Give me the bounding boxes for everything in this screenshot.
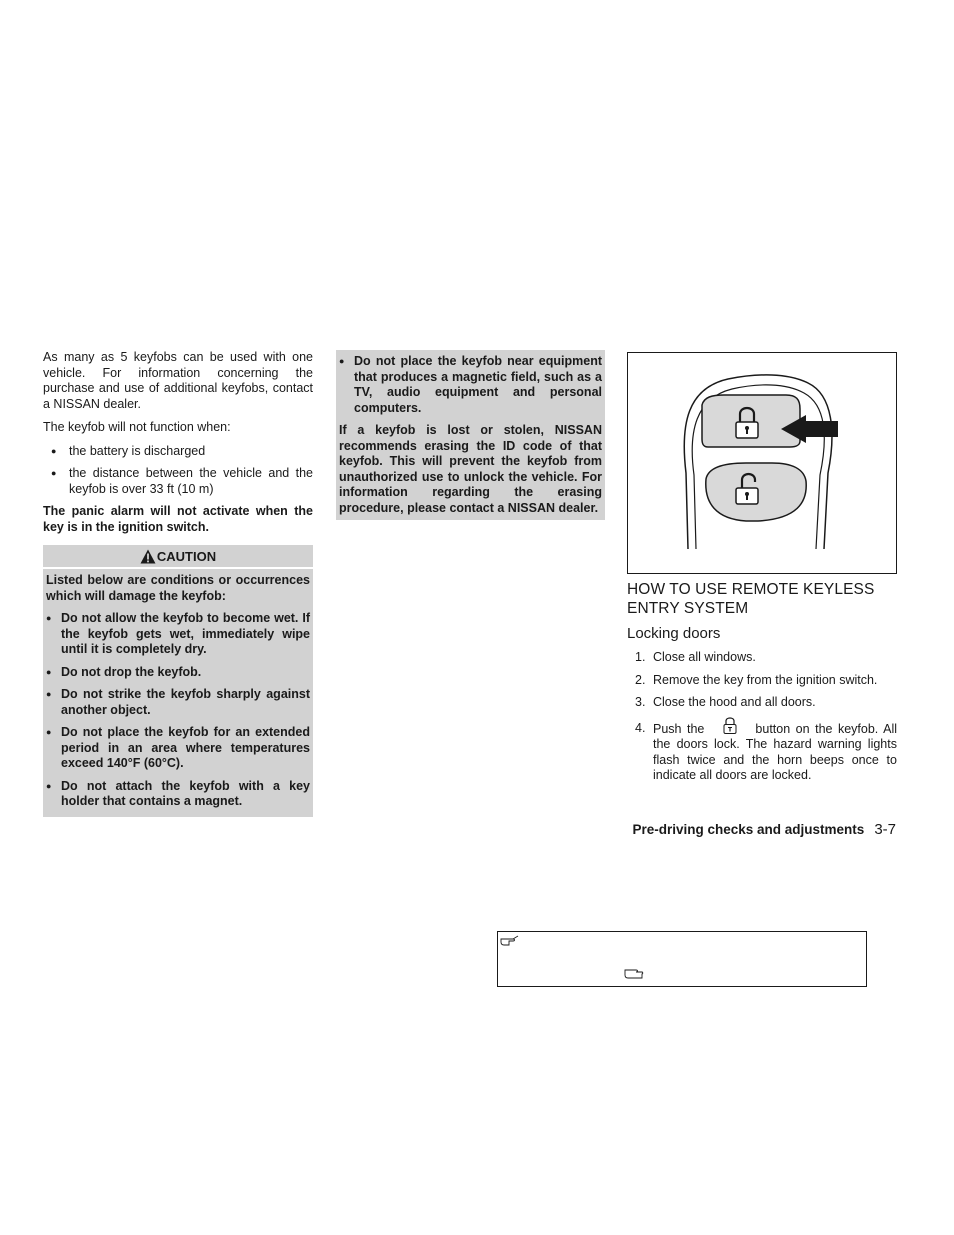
left-column — [43, 350, 313, 817]
caution-header — [43, 545, 313, 569]
step-number: 1. — [635, 650, 646, 664]
list-item: ● Do not allow the keyfob to become wet. If the keyfob gets wet, immediately wipe until it is completely dry. — [46, 611, 310, 658]
step-number: 2. — [635, 672, 646, 687]
lock-icon — [710, 721, 750, 735]
lost-keyfob-note: If a keyfob is lost or stolen, NISSAN recommends erasing the ID code of that keyfob. This will prevent the keyfob from unauthorized use to unlock the vehicle. For information regarding the erasing procedure, please contact a NISSAN dealer. — [339, 423, 602, 515]
unlock-button-icon — [706, 463, 806, 521]
lock-button-icon — [702, 395, 800, 447]
caution-box — [43, 545, 313, 817]
list-item — [627, 650, 897, 666]
not-function-intro: The keyfob will not function when: — [43, 420, 231, 434]
middle-column — [336, 350, 605, 520]
section-heading: HOW TO USE REMOTE KEYLESS ENTRY SYSTEM — [627, 581, 875, 617]
list-item: ● Do not place the keyfob near equipment that produces a magnetic field, such as a TV, audio equipment and personal computers. — [339, 354, 602, 416]
pointing-hand-icon — [624, 968, 644, 980]
step-text-before: Push the — [653, 721, 705, 736]
note-box — [497, 931, 867, 987]
step-number: 3. — [635, 695, 646, 709]
warning-triangle-icon — [140, 549, 156, 564]
list-item: ● Do not attach the keyfob with a key holder that contains a magnet. — [46, 779, 310, 810]
keyfob-icon — [628, 353, 896, 573]
caution-intro: Listed below are conditions or occurrences which will damage the keyfob: — [46, 573, 310, 603]
list-item: ● Do not place the keyfob for an extended period in an area where temperatures exceed 140°F (60°C). — [46, 725, 310, 772]
step-text-after: button on the keyfob. All the doors lock. The hazard warning lights flash twice and the horn beeps once to indicate all doors are locked. — [653, 721, 897, 782]
list-item: ● the battery is discharged — [43, 444, 313, 460]
panic-note: The panic alarm will not activate when the key is in the ignition switch. — [43, 504, 313, 534]
step-text: Remove the key from the ignition switch. — [653, 672, 878, 687]
list-item: ● Do not drop the keyfob. — [46, 665, 310, 681]
caution-continued-list — [339, 354, 602, 416]
footer-section-title: Pre-driving checks and adjustments — [632, 822, 865, 837]
not-function-list — [43, 444, 313, 498]
page-number: 3-7 — [874, 821, 896, 838]
intro-paragraph: As many as 5 keyfobs can be used with one vehicle. For information concerning the purchase and use of additional keyfobs, contact a NISSAN dealer. — [43, 350, 313, 411]
right-column — [627, 352, 897, 791]
locking-steps — [627, 650, 897, 784]
step-number: 4. — [635, 720, 646, 735]
step-text: Close all windows. — [653, 650, 756, 664]
caution-title: CAUTION — [156, 549, 217, 564]
list-item: ● the distance between the vehicle and the keyfob is over 33 ft (10 m) — [43, 466, 313, 497]
list-item — [627, 721, 897, 784]
caution-body — [43, 569, 313, 810]
caution-continued-box — [336, 350, 605, 520]
subsection-heading: Locking doors — [627, 625, 721, 642]
page-footer — [632, 822, 896, 838]
caution-list — [46, 611, 310, 810]
list-item: ● Do not strike the keyfob sharply against another object. — [46, 687, 310, 718]
keyfob-figure — [627, 352, 897, 574]
pointing-hand-icon — [500, 935, 520, 947]
step-text: Close the hood and all doors. — [653, 695, 816, 709]
list-item — [627, 673, 897, 689]
list-item — [627, 695, 897, 711]
